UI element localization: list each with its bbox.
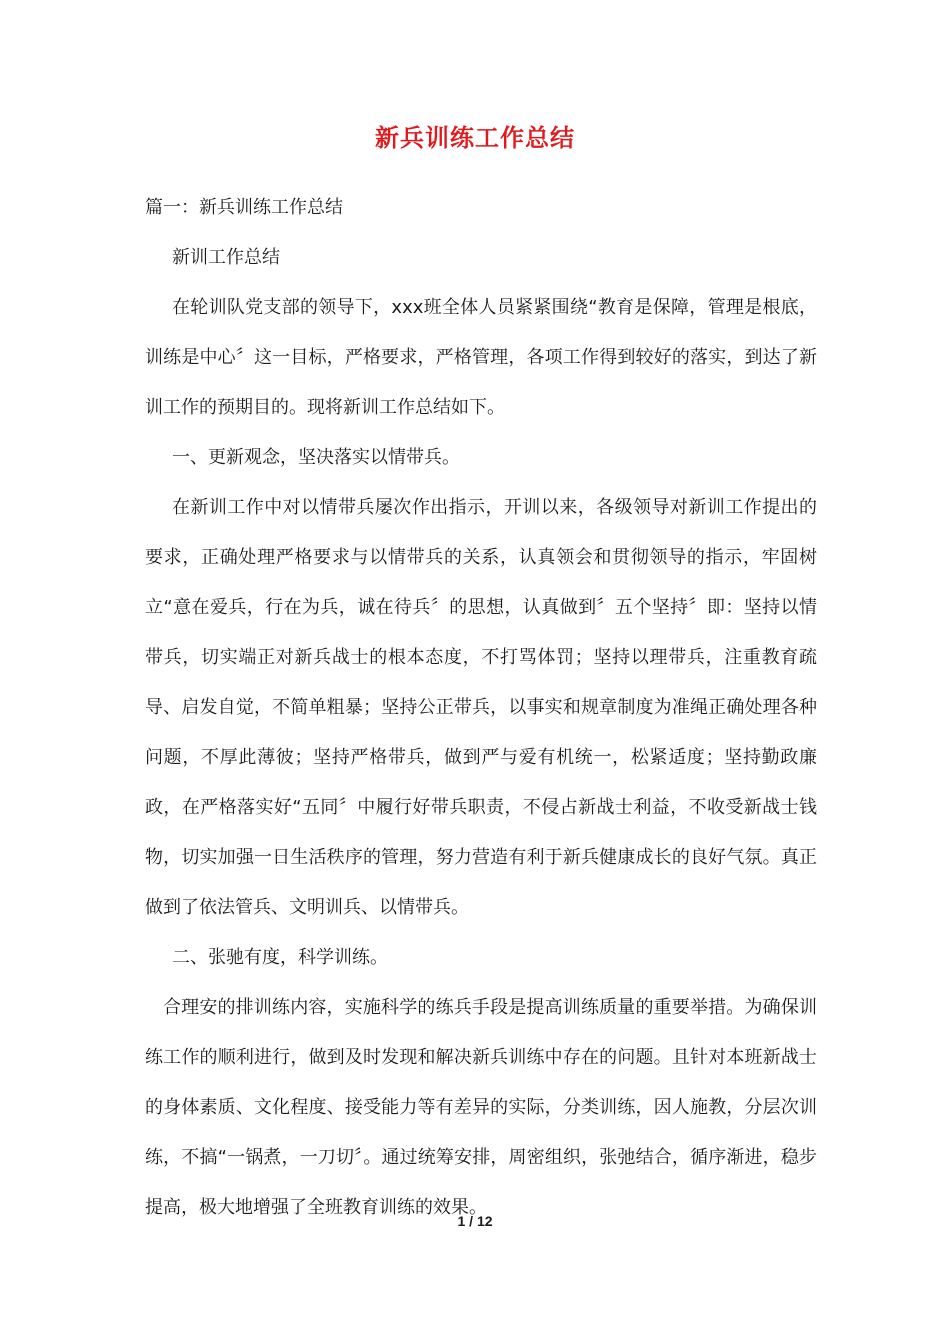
section-heading: 篇一：新兵训练工作总结 bbox=[145, 197, 343, 218]
point-heading: 一、更新观念，坚决落实以情带兵。 bbox=[172, 447, 460, 468]
paragraph: 在轮训队党支部的领导下，xxx班全体人员紧紧围绕“教育是保障，管理是根底，训练是中心〞这一目标，严格要求，严格管理，各项工作得到较好的落实，到达了新训工作的预期目的。现将新训工作总结如下。 bbox=[145, 297, 817, 418]
document-title: 新兵训练工作总结 bbox=[375, 124, 575, 152]
page-number: 1 / 12 bbox=[457, 1213, 493, 1229]
paragraph: 合理安的排训练内容，实施科学的练兵手段是提高训练质量的重要举措。为确保训练工作的顺利进行，做到及时发现和解决新兵训练中存在的问题。且针对本班新战士的身体素质、文化程度、接受能力等有差异的实际，分类训练，因人施教，分层次训练，不搞“一锅煮，一刀切〞。通过统筹安排，周密组织，张弛结合，循序渐进，稳步提高，极大地增强了全班教育训练的效果。 bbox=[145, 997, 817, 1218]
subsection-heading: 新训工作总结 bbox=[172, 247, 280, 268]
document-body bbox=[145, 183, 817, 1233]
point-heading: 二、张驰有度，科学训练。 bbox=[172, 947, 388, 968]
paragraph: 在新训工作中对以情带兵屡次作出指示，开训以来，各级领导对新训工作提出的要求，正确处理严格要求与以情带兵的关系，认真领会和贯彻领导的指示，牢固树立“意在爱兵，行在为兵，诚在待兵〞的思想，认真做到〞五个坚持〞即：坚持以情带兵，切实端正对新兵战士的根本态度，不打骂体罚；坚持以理带兵，注重教育疏导、启发自觉，不简单粗暴；坚持公正带兵，以事实和规章制度为准绳正确处理各种问题，不厚此薄彼；坚持严格带兵，做到严与爱有机统一，松紧适度；坚持勤政廉政，在严格落实好“五同〞中履行好带兵职责，不侵占新战士利益，不收受新战士钱物，切实加强一日生活秩序的管理，努力营造有利于新兵健康成长的良好气氛。真正做到了依法管兵、文明训兵、以情带兵。 bbox=[145, 497, 817, 918]
